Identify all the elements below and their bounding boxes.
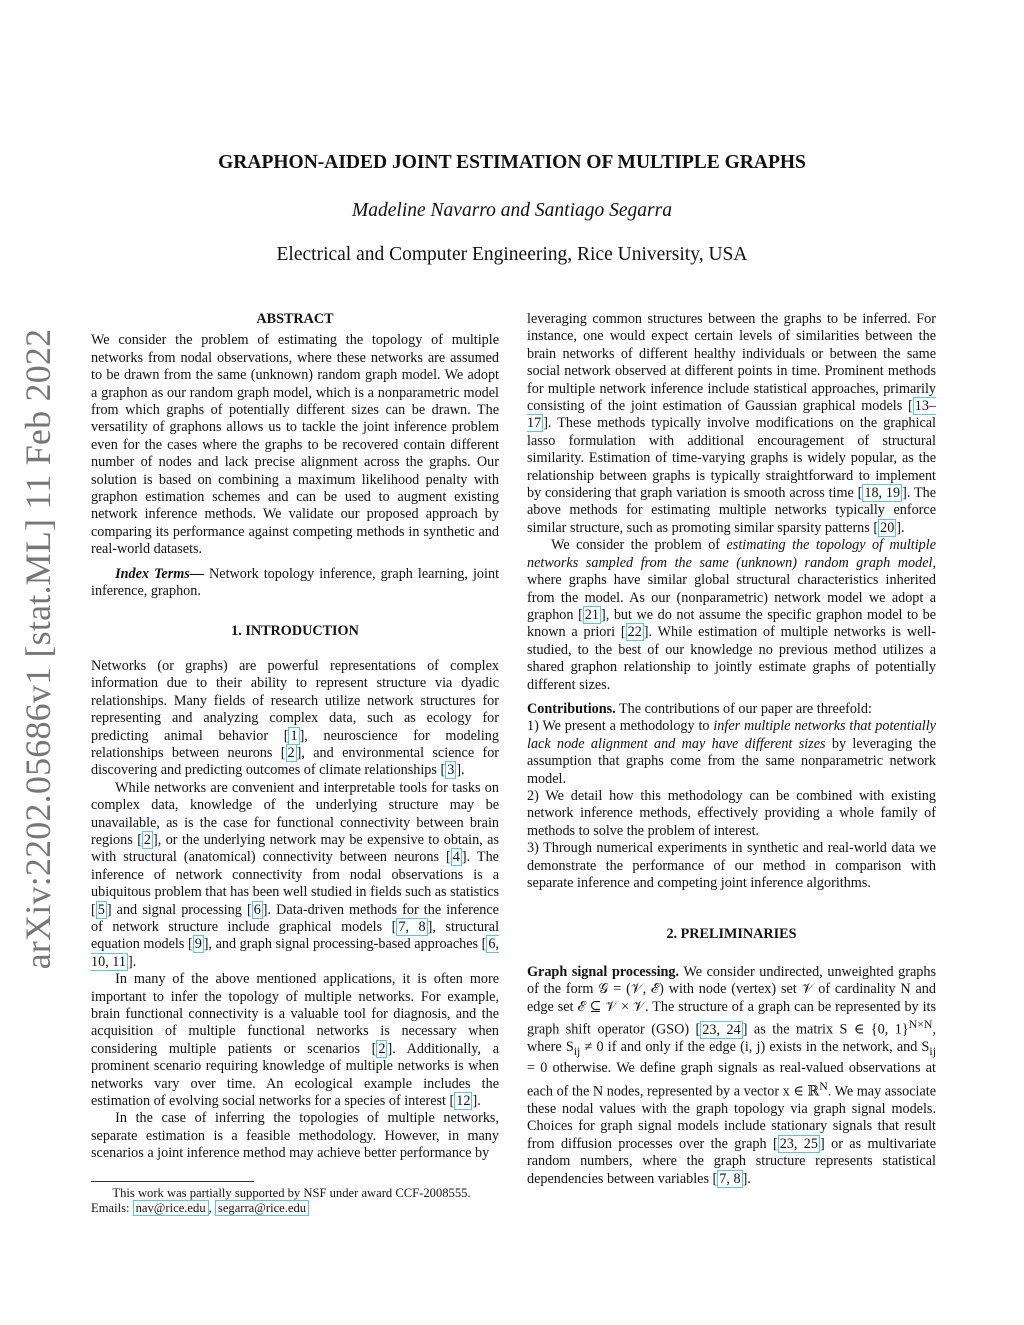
paper-authors: Madeline Navarro and Santiago Segarra — [352, 200, 672, 221]
paper-title: GRAPHON-AIDED JOINT ESTIMATION OF MULTIPLE GRAPHS — [218, 152, 806, 173]
citation-link[interactable]: 18, 19 — [864, 485, 901, 502]
citation-link[interactable]: 7, 8 — [398, 919, 426, 935]
arxiv-sidebar — [12, 328, 64, 970]
citation-link[interactable]: 23, 25 — [779, 1135, 818, 1152]
right-column — [527, 311, 936, 1188]
introduction-heading: 1. INTRODUCTION — [231, 622, 359, 639]
citation-link[interactable]: 2 — [378, 1040, 386, 1057]
intro-paragraph-1: Networks (or graphs) are powerful representations of complex information due to their ability to represent structure via dyadic relationships. Many fields of research utilize network structures for representing and analyzing complex data, such as ecology for predicting animal behavior [ 1 ], neuroscience for modeling relationships between neurons [ 2 ], and environmental science for discovering and predicting outcomes of climate relationships [ 3 ]. — [91, 657, 500, 779]
citation-link[interactable]: 13–17 — [527, 398, 936, 432]
index-terms-label: Index Terms— — [115, 565, 204, 582]
citation-link[interactable]: 1 — [290, 727, 298, 744]
left-column — [91, 311, 499, 1217]
citation-link[interactable]: 2 — [143, 831, 152, 848]
abstract-text: We consider the problem of estimating the topology of multiple networks from nodal observations, where these networks are assumed to be drawn from the same (unknown) random graph model. We adopt a graphon as our random graph model, which is a nonparametric model from which graphs of potentially different sizes can be drawn. The versatility of graphons allows us to tackle the joint inference problem even for the cases where the graphs to be recovered contain different number of nodes and lack precise alignment across the graphs. Our solution is based on combining a maximum likelihood penalty with graphon estimation schemes and can be used to augment existing network inference methods. We validate our proposed approach by comparing its performance against competing methods in synthetic and real-world datasets. — [91, 332, 499, 558]
footnote — [91, 1186, 499, 1217]
contribution-2: 2) We detail how this methodology can be combined with existing network inference methods, effectively providing a whole family of methods to solve the problem of interest. — [527, 787, 936, 839]
citation-link[interactable]: 2 — [287, 744, 295, 761]
citation-link[interactable]: 12 — [456, 1093, 471, 1110]
footnote-emails: Emails: nav@rice.edu , segarra@rice.edu — [91, 1201, 499, 1217]
citation-link[interactable]: 23, 24 — [702, 1021, 741, 1038]
gsp-paragraph: Graph signal processing. We consider undirected, unweighted graphs of the form 𝒢 = (𝒱, ℰ) with node (vertex) set 𝒱 of cardinality N and edge set ℰ ⊆ 𝒱 × 𝒱. The structure of a graph can be represented by its graph shift operator (GSO) [ 23, 24 ] as the matrix S ∈ {0, 1}$^{N\times N}$, where $S_{ij} \ne 0$ if and only if the edge (i, j) exists in the network, and $S_{ij} = 0$ otherwise. We define graph signals as real-valued observations at each of the N nodes, represented by a vector x ∈ ℝ$^N$. We may associate these nodal values with the graph topology via graph signal models. Choices for graph signal models include stationary signals that result from diffusion processes over the graph [ 23, 25 ] or as multivariate random numbers, where the graph structure represents statistical dependencies between variables [ 7, 8 ]. — [527, 963, 937, 1187]
email-link[interactable]: segarra@rice.edu — [215, 1200, 309, 1216]
citation-link[interactable]: 5 — [97, 901, 105, 918]
citation-link[interactable]: 22 — [627, 624, 642, 641]
abstract-heading: ABSTRACT — [256, 311, 334, 327]
intro-paragraph-5: leveraging common structures between the graphs to be inferred. For instance, one would expect certain levels of similarities between the brain networks of different healthy individuals or between the same social network observed at different points in time. Prominent methods for multiple network inference include statistical approaches, primarily consisting of the joint estimation of Gaussian graphical models [ 13–17 ]. These methods typically involve modifications on the graphical lasso formulation with additional encouragement of structural similarity. Estimation of time-varying graphs is widely popular, as the relationship between graphs is typically straightforward to implement by considering that graph variation is smooth across time [ 18, 19 ]. The above methods for estimating multiple networks typically enforce similar structure, such as promoting similar sparsity patterns [ 20 ]. — [527, 311, 937, 536]
paper-affiliation: Electrical and Computer Engineering, Rice University, USA — [276, 244, 748, 265]
citation-link[interactable]: 20 — [880, 519, 895, 536]
citation-link[interactable]: 3 — [447, 762, 455, 779]
arxiv-id: arXiv:2202.05686v1 [stat.ML] 11 Feb 2022 — [18, 328, 58, 970]
contributions-paragraph: Contributions. The contributions of our paper are threefold: — [527, 700, 872, 717]
email-link[interactable]: nav@rice.edu — [133, 1200, 209, 1216]
citation-link[interactable]: 9 — [194, 936, 202, 953]
footnote-funding: This work was partially supported by NSF under award CCF-2008555. — [112, 1185, 471, 1200]
index-terms: Index Terms— Network topology inference, graph learning, joint inference, graphon. — [91, 565, 500, 600]
intro-paragraph-2: While networks are convenient and interpretable tools for tasks on complex data, knowledge of the underlying structure may be unavailable, as is the case for functional connectivity between brain regions [ 2 ], or the underlying network may be expensive to obtain, as with structural (anatomical) connectivity between neurons [ 4 ]. The inference of network connectivity from nodal observations is a ubiquitous problem that has been well studied in fields such as statistics [ 5 ] and signal processing [ 6 ]. Data-driven methods for the inference of network structure include graphical models [ 7, 8 ], structural equation models [ 9 ], and graph signal processing-based approaches [ 6, 10, 11 ]. — [91, 779, 500, 970]
intro-paragraph-6: We consider the problem of estimating the topology of multiple networks sampled from the same (unknown) random graph model, where graphs have similar global structural characteristics inherited from the model. As our (nonparametric) network model we adopt a graphon [ 21 ], but we do not assume the specific graphon model to be known a priori [ 22 ]. While estimation of multiple networks is well-studied, to the best of our knowledge no previous method utilizes a shared graphon relationship to jointly estimate graphs of potentially different sizes. — [527, 537, 936, 693]
footnote-rule — [91, 1181, 254, 1182]
gsp-label: Graph signal processing. — [527, 963, 680, 980]
contribution-1: 1) We present a methodology to infer multiple networks that potentially lack node alignment and may have different sizes by leveraging the assumption that graphs come from the same nonparametric network model. — [527, 718, 936, 787]
contribution-3: 3) Through numerical experiments in synthetic and real-world data we demonstrate the performance of our method in comparison with separate inference and competing joint inference algorithms. — [527, 840, 936, 891]
citation-link[interactable]: 21 — [584, 606, 599, 623]
intro-paragraph-4: In the case of inferring the topologies of multiple networks, separate estimation is a feasible methodology. However, in many scenarios a joint inference method may achieve better performance by — [91, 1110, 499, 1162]
citation-link[interactable]: 6, 10, 11 — [91, 936, 499, 970]
citation-link[interactable]: 7, 8 — [719, 1170, 741, 1187]
intro-paragraph-3: In many of the above mentioned applications, it is often more important to infer the topology of multiple networks. For example, brain functional connectivity is a valuable tool for diagnosis, and the acquisition of multiple functional networks is necessary when considering multiple patients or scenarios [ 2 ]. Additionally, a prominent scenario requiring knowledge of multiple networks is when networks vary over time. An ecological example includes the estimation of evolving social networks for a species of interest [ 12 ]. — [91, 971, 499, 1110]
citation-link[interactable]: 6 — [253, 901, 261, 918]
citation-link[interactable]: 4 — [452, 849, 460, 866]
contributions-label: Contributions. — [527, 700, 616, 717]
preliminaries-heading: 2. PRELIMINARIES — [666, 926, 797, 943]
